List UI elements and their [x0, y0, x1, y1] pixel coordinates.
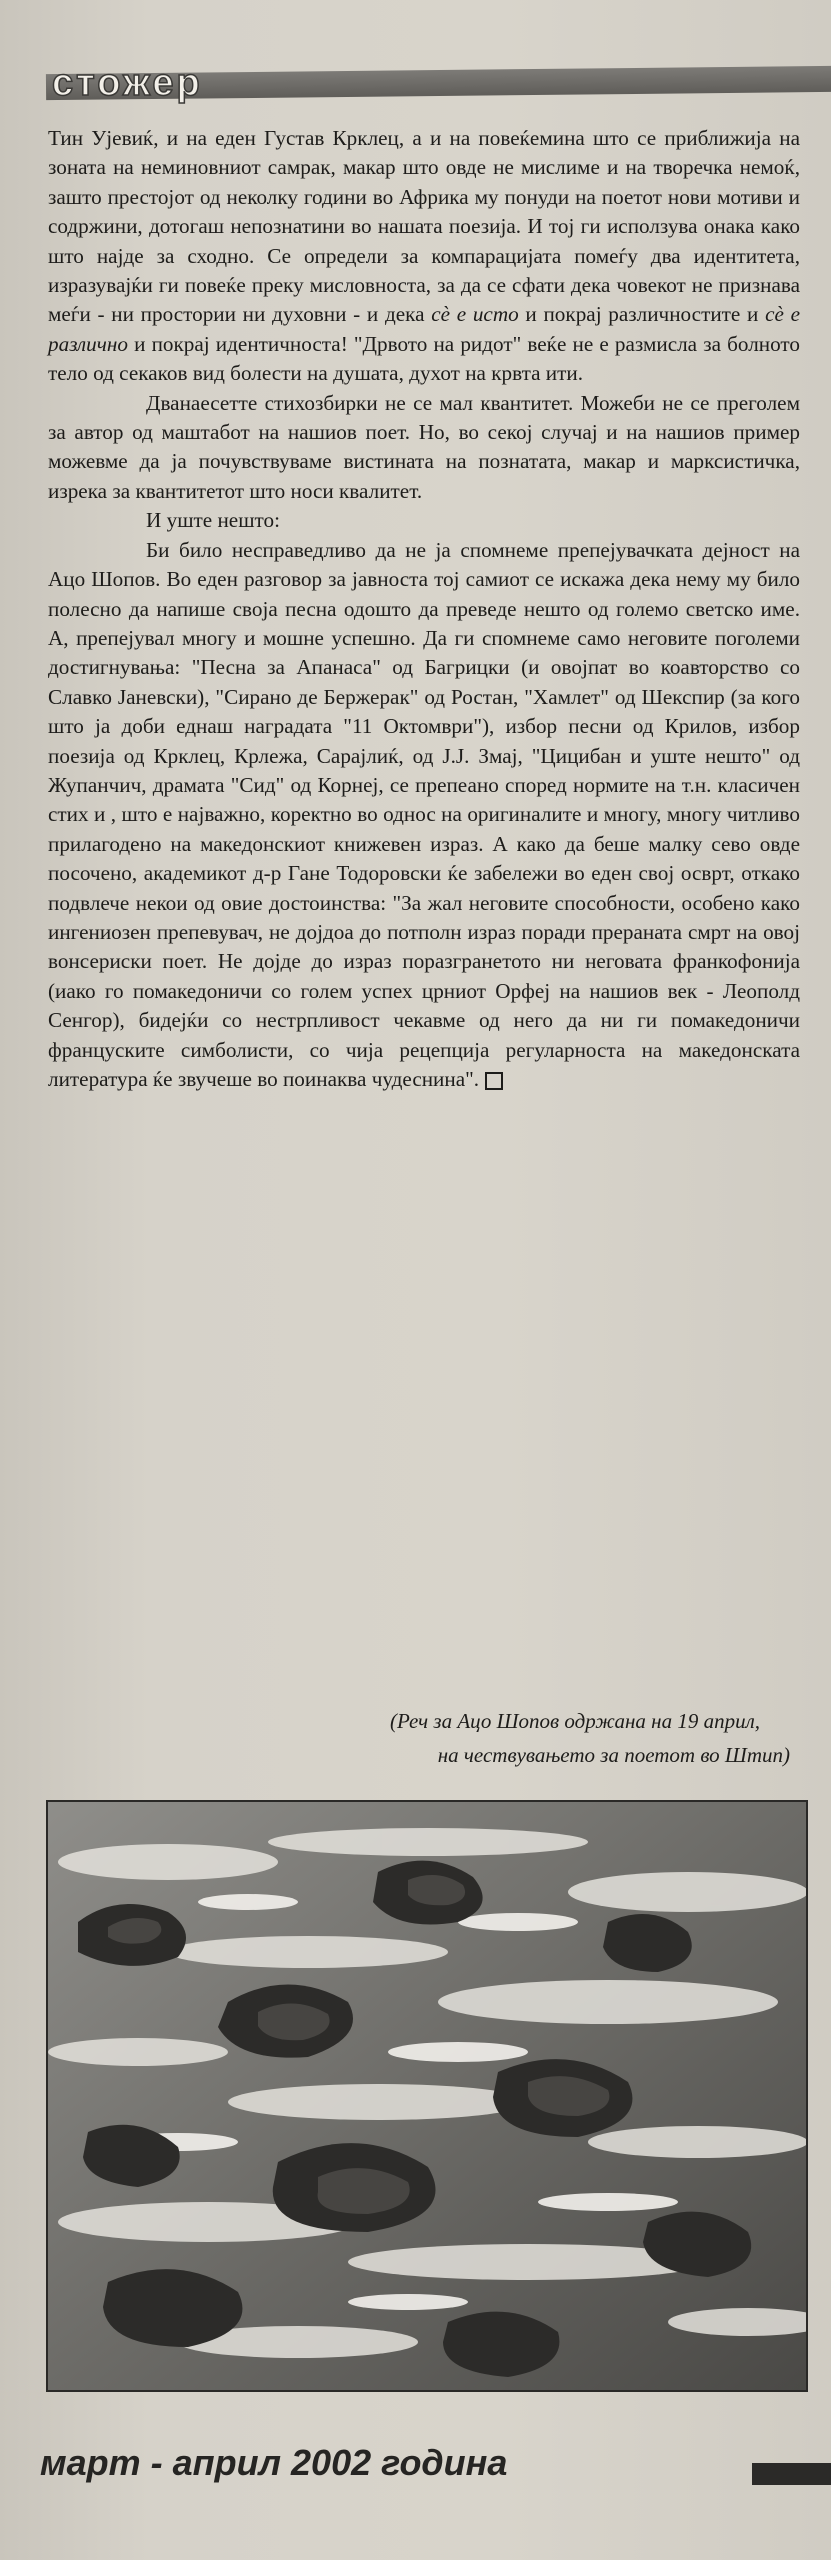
end-mark-icon — [485, 1072, 503, 1090]
signoff-line-2: на чествувањето за поетот во Штип) — [437, 1743, 790, 1767]
paragraph-3: И уште нешто: — [146, 508, 280, 533]
article-body — [48, 124, 800, 1094]
issue-footer: март - април 2002 година — [40, 2442, 508, 2483]
footer-bar — [752, 2463, 831, 2485]
rapids-illustration — [48, 1802, 806, 2390]
paragraph-1-middle: и покрај различностите и — [518, 302, 766, 327]
section-header — [46, 60, 826, 106]
speech-signoff — [100, 1704, 790, 1772]
paragraph-1 — [48, 124, 800, 389]
paragraph-1-end: и покрај идентичноста! "Дрвото на ридот" веќе не е размисла за болното тело од секаков вид болести на душата, духот на крвта ити. — [48, 331, 800, 386]
paragraph-1-emphasis-2: сè е различно — [48, 302, 800, 356]
paragraph-1-emphasis-1: сè е исто — [431, 302, 519, 327]
paragraph-4 — [48, 536, 800, 1095]
paragraph-1-text: Тин Ујевиќ, и на еден Густав Крклец, а и на повеќемина што се приближија на зоната на неминовниот самрак, макар што овде не мислиме и на творечка немоќ, зашто престојот од неколку години во Африка му понуди на поетот нови мотиви и содржини, дотогаш непознатини во нашата поезија. И тој ги исползува онака како што најде за сходно. Се определи за компарацијата помеѓу два идентитета, изразувајќи ги повеќе преку мисловноста, за да се сфати дека човекот не признава меѓи - ни простории ни духовни - и дека — [48, 126, 800, 327]
section-title: стожер — [52, 62, 203, 104]
signoff-line-1: (Реч за Ацо Шопов одржана на 19 април, — [390, 1709, 760, 1733]
paragraph-4-text: Би било несправедливо да не ја спомнеме препејувачката дејност на Ацо Шопов. Во еден разговор за јавноста тој самиот се искажа дека нему му било полесно да напише своја песна одошто да преведе нешто од големо светско име. А, препејувал многу и мошне успешно. Да ги спомнеме само неговите поголеми достигнувања: "Песна за Апанаса" од Багрицки (и овојпат во коавторство со Славко Јаневски), "Сирано де Бержерак" од Ростан, "Хамлет" од Шекспир (за кого што ја доби еднаш наградата "11 Октомври"), избор песни од Крилов, избор поезија од Крклец, Крлежа, Сарајлиќ, од Ј.Ј. Змај, "Цицибан и уште нешто" од Жупанчич, драмата "Сид" од Корнеј, се препеано според нормите на т.н. класичен стих и , што е најважно, коректно во однос на оригиналите и многу, многу читливо прилагодено на македонскиот книжевен израз. А како да беше малку сево овде посочено, академикот д-р Гане Тодоровски ќе забележи во еден свој осврт, откако подвлече некои од овие достоинства: "За жал неговите способности, особено како ингениозен препевувач, не дојдоа до потполн израз поради прераната смрт на овој вонсериски поет. Не дојде до израз поразгранетото ни неговата франкофонија (иако го помакедоничи со голем успех црниот Орфеј на нашиов век - Леополд Сенгор), бидејќи со нестрпливост чекавме од него да ни ги помакедоничи француските симболисти, со чија рецепција регуларноста на македонската литература ќе звучеше во поинаква чудеснина". — [48, 537, 800, 1091]
paragraph-2: Дванаесетте стихозбирки не се мал квантитет. Можеби не се преголем за автор од маштабот на нашиов поет. Но, во секој случај и на нашиов пример можевме да ја почувствуваме вистината на познатата, макар и марксистичка, изрека за квантитетот што носи квалитет. — [48, 390, 800, 503]
river-rapids-photo — [46, 1800, 808, 2392]
